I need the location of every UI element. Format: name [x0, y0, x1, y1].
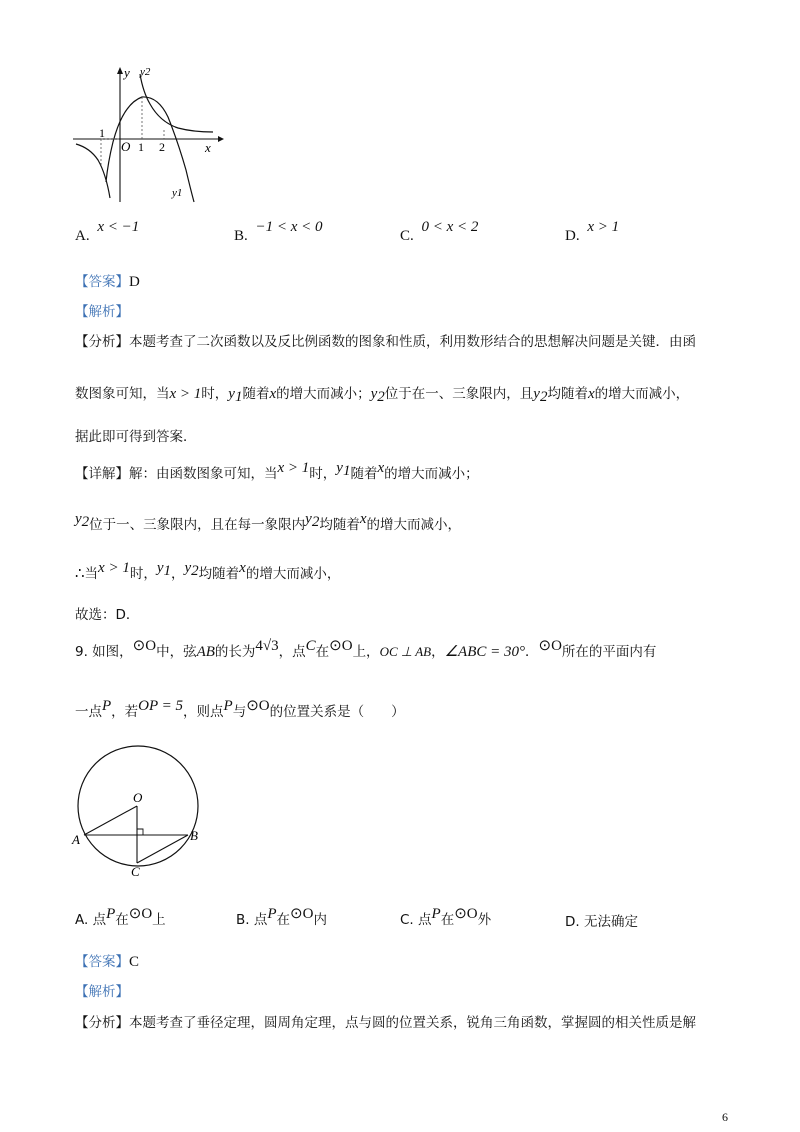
q8-analysis-line2: 数图象可知，当x > 1时，y1随着x的增大而减小；y2位于在一、三象限内，且y2均随着x的增大而减小， — [75, 386, 690, 405]
text: 均随着 — [198, 566, 240, 582]
q9-jiexi-heading: 【解析】 — [75, 984, 129, 1000]
q8-option-c[interactable] — [400, 219, 479, 245]
text: 的长为 — [214, 644, 256, 660]
text: 在 — [440, 912, 455, 928]
q9-option-c[interactable] — [400, 908, 491, 929]
q8-answer — [75, 270, 140, 291]
text: 解：由函数图象可知，当 — [129, 466, 278, 482]
text: 中，弦 — [156, 644, 197, 660]
text: 的位置关系是（ ） — [269, 704, 405, 720]
therefore-symbol: ∴ — [75, 566, 85, 582]
math-p: P — [223, 698, 233, 714]
text: 的增大而减小， — [245, 566, 341, 582]
text: B. 点 — [236, 912, 268, 928]
text: 内 — [313, 912, 327, 928]
text: 当 — [84, 566, 99, 582]
math-p: P — [267, 906, 277, 922]
tick-label-1: 1 — [138, 140, 144, 154]
math-y2: y — [75, 511, 82, 527]
math-y1: y — [228, 386, 235, 402]
option-letter: A. — [75, 228, 90, 244]
text: 外 — [477, 912, 492, 928]
math-y2: y — [184, 560, 192, 576]
text: ，点 — [278, 644, 306, 660]
label-b: B — [190, 828, 198, 843]
label-c: C — [131, 864, 140, 879]
text: 均随着 — [547, 386, 588, 402]
q8-option-a[interactable] — [75, 219, 140, 245]
q8-analysis-line3: 据此即可得到答案． — [75, 429, 197, 445]
y2-curve-label: y2 — [140, 66, 151, 78]
text: 上， — [352, 644, 380, 660]
option-letter: B. — [234, 228, 248, 244]
option-math: x > 1 — [587, 219, 620, 235]
text: 与 — [232, 704, 247, 720]
math: x > 1 — [169, 386, 202, 402]
q9-answer — [75, 950, 139, 971]
y1-curve-label: y1 — [172, 187, 183, 199]
math-p: P — [431, 906, 441, 922]
y-axis-arrow — [117, 67, 123, 74]
segment-ao — [84, 806, 137, 835]
page-number: 6 — [722, 1110, 728, 1124]
circle-o — [78, 746, 198, 866]
question-number: 9. 如图， — [75, 644, 133, 660]
origin-label: O — [121, 139, 131, 154]
q8-detail-line1: 【详解】解：由函数图象可知，当x > 1时，y1随着x的增大而减小； — [75, 460, 479, 482]
option-math: x < −1 — [97, 219, 140, 235]
q8-detail-line4: 故选：D． — [75, 607, 140, 623]
math-p: P — [106, 906, 116, 922]
q8-detail-line3: ∴当x > 1时，y1，y2均随着x的增大而减小， — [75, 560, 341, 582]
analysis-text: 本题考查了垂径定理，圆周角定理，点与圆的位置关系，锐角三角函数，掌握圆的相关性质是解 — [129, 1015, 696, 1031]
math-y1: y — [156, 560, 164, 576]
text: ，若 — [111, 704, 139, 720]
q9-option-b[interactable] — [236, 908, 327, 929]
math-p: P — [102, 698, 112, 714]
tick-label-neg: 1 — [99, 126, 105, 140]
option-math: 0 < x < 2 — [421, 219, 479, 235]
math-circle-o: ⊙O — [290, 906, 314, 922]
text: 在 — [115, 912, 129, 928]
text: ， — [171, 566, 185, 582]
option-letter: C. — [400, 228, 414, 244]
text: A. 点 — [75, 912, 107, 928]
math-c: C — [305, 638, 316, 654]
tick-label-2: 2 — [159, 140, 165, 154]
answer-value: D — [129, 274, 140, 290]
math-y1: y — [336, 460, 343, 476]
x-axis-arrow — [218, 136, 224, 142]
analysis-tag: 【分析】 — [75, 1015, 129, 1031]
math-circle-o: ⊙O — [329, 638, 353, 654]
text: 随着 — [350, 466, 378, 482]
text: 上 — [152, 912, 166, 928]
hyperbola-y2-q3 — [76, 144, 110, 198]
math-x: x — [359, 511, 367, 527]
answer-value: C — [129, 954, 140, 970]
math-circle-o: ⊙O — [128, 906, 153, 922]
right-angle-mark — [137, 829, 143, 835]
analysis-text: 本题考查了二次函数以及反比例函数的图象和性质，利用数形结合的思想解决问题是关键．由函 — [129, 334, 696, 350]
text: 位于在一、三象限内，且 — [384, 386, 534, 402]
text: 一点 — [75, 704, 102, 720]
text: 的增大而减小； — [384, 466, 479, 482]
text: C. 点 — [400, 912, 432, 928]
math-y2: y — [370, 386, 378, 402]
q8-jiexi-heading: 【解析】 — [75, 304, 129, 320]
math-angle: ∠ABC = 30° — [444, 644, 525, 660]
math: x > 1 — [277, 460, 310, 476]
detail-tag: 【详解】 — [75, 466, 129, 482]
text: 所在的平面内有 — [561, 644, 657, 660]
answer-tag: 【答案】 — [75, 274, 129, 290]
hyperbola-y2-q1 — [140, 74, 213, 132]
analysis-tag: 【分析】 — [75, 334, 129, 350]
label-a: A — [72, 832, 80, 847]
math-x: x — [239, 560, 246, 576]
q9-stem-line1 — [75, 640, 656, 661]
math-op: OP = 5 — [138, 698, 184, 714]
math-perp: OC ⊥ AB — [379, 644, 432, 659]
math-circle-o: ⊙O — [132, 638, 157, 654]
circle-figure — [70, 740, 220, 880]
math-x: x — [269, 386, 277, 402]
math-y2: y — [305, 511, 312, 527]
text: 的增大而减小， — [594, 386, 690, 402]
text: 均随着 — [319, 517, 360, 533]
text: 在 — [276, 912, 291, 928]
text: 随着 — [242, 386, 270, 402]
text: 在 — [315, 644, 330, 660]
q8-option-d[interactable] — [565, 219, 620, 245]
option-math: −1 < x < 0 — [255, 219, 323, 235]
function-graph-figure — [68, 62, 228, 212]
q9-stem-line2 — [75, 700, 405, 721]
q9-analysis-line1 — [75, 1011, 696, 1031]
math: x > 1 — [98, 560, 130, 576]
math-circle-o: ⊙O — [246, 698, 270, 714]
math-circle-o: ⊙O — [454, 906, 478, 922]
text: 时， — [309, 466, 337, 482]
q8-detail-line2: y2位于一、三象限内，且在每一象限内y2均随着x的增大而减小， — [75, 511, 462, 533]
q9-option-d[interactable]: D. 无法确定 — [565, 914, 638, 930]
y-axis-label: y — [124, 65, 130, 80]
math-x: x — [377, 460, 385, 476]
x-axis-label: x — [205, 140, 211, 155]
math-x: x — [587, 386, 595, 402]
math-y2: y — [533, 386, 540, 402]
math-length: 4√3 — [255, 638, 279, 654]
text: 时， — [201, 386, 229, 402]
option-letter: D. — [565, 228, 580, 244]
math-ab: AB — [196, 644, 215, 660]
q9-option-a[interactable] — [75, 908, 166, 929]
label-o: O — [133, 790, 143, 805]
q8-analysis-line1 — [75, 330, 696, 350]
text: 位于一、三象限内，且在每一象限内 — [89, 517, 306, 533]
text: ． — [525, 644, 539, 660]
text: ， — [431, 644, 445, 660]
text: 时， — [129, 566, 157, 582]
q8-option-b[interactable] — [234, 219, 323, 245]
answer-tag: 【答案】 — [75, 954, 129, 970]
text: 的增大而减小； — [276, 386, 371, 402]
text: 数图象可知，当 — [75, 386, 170, 402]
math-circle-o: ⊙O — [538, 638, 562, 654]
text: 的增大而减小， — [366, 517, 462, 533]
text: ，则点 — [183, 704, 224, 720]
